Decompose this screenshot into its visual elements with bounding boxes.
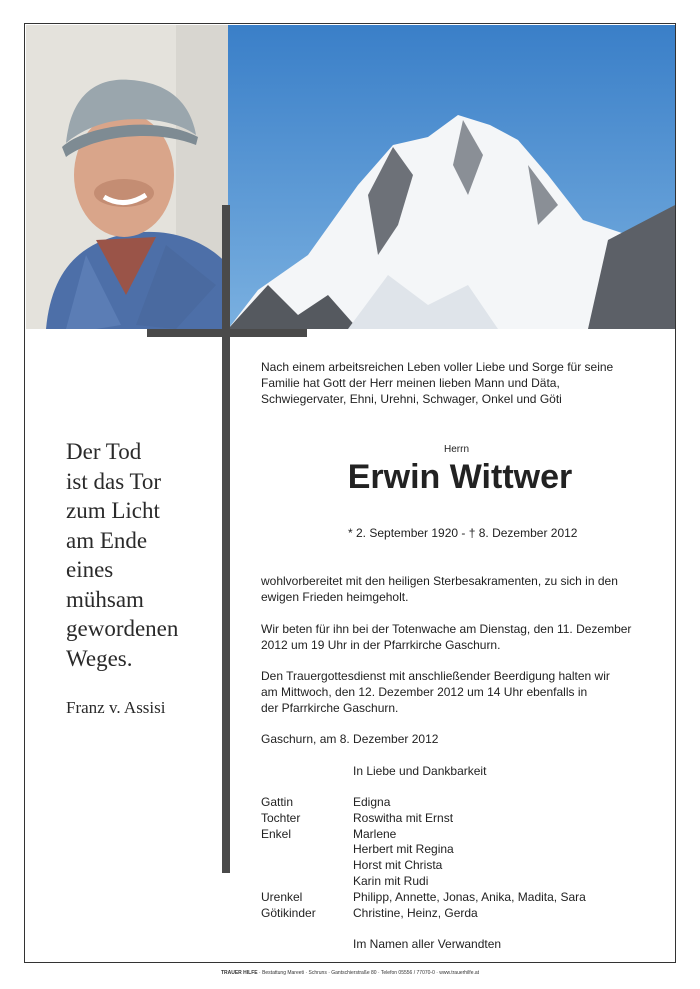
- relative-label: Gattin: [261, 795, 294, 809]
- quote-line: eines: [66, 557, 114, 582]
- relative-row: [261, 874, 586, 890]
- relative-row: [261, 890, 586, 906]
- paragraph-line: der Pfarrkirche Gaschurn.: [261, 701, 399, 715]
- life-dates: * 2. September 1920 - † 8. Dezember 2012: [348, 526, 578, 540]
- relative-names: Marlene: [353, 826, 397, 841]
- quote-line: ist das Tor: [66, 468, 162, 494]
- relative-label: Götikinder: [261, 905, 316, 920]
- relative-names: Christine, Heinz, Gerda: [353, 905, 478, 920]
- relative-names: Horst mit Christa: [353, 858, 443, 873]
- closing-line: Im Namen aller Verwandten: [353, 937, 502, 951]
- relative-label: [261, 858, 353, 874]
- relative-names: Herbert mit Regina: [353, 842, 454, 857]
- paragraph-funeral: [261, 668, 610, 716]
- relative-row: [261, 827, 586, 843]
- place-date: Gaschurn, am 8. Dezember 2012: [261, 732, 439, 746]
- cross-horizontal-bar: [147, 329, 307, 337]
- cross-vertical-bar: [222, 205, 230, 873]
- paragraph-line: 2012 um 19 Uhr in der Pfarrkirche Gaschurn.: [261, 638, 501, 652]
- intro-line: Nach einem arbeitsreichen Leben voller Liebe und Sorge für seine: [261, 360, 614, 374]
- relative-label: Enkel: [261, 826, 292, 841]
- relative-names: Karin mit Rudi: [353, 873, 429, 888]
- paragraph-line: wohlvorbereitet mit den heiligen Sterbesakramenten, zu sich in den: [261, 574, 618, 588]
- footer-text: · Bestattung Mareeti · Schruns · Gantschierstraße 80 · Telefon 05556 / 77070-0 · www.trauerhilfe.at: [259, 970, 480, 976]
- paragraph-line: am Mittwoch, den 12. Dezember 2012 um 14 Uhr ebenfalls in: [261, 685, 588, 699]
- quote-author: Franz v. Assisi: [66, 698, 166, 717]
- paragraph-line: Den Trauergottesdienst mit anschließender Beerdigung halten wir: [261, 669, 610, 683]
- relative-row: [261, 811, 586, 827]
- relative-row: [261, 795, 586, 811]
- mountain-photo: [228, 25, 675, 329]
- quote-line: am Ende: [66, 527, 148, 553]
- quote: [66, 437, 216, 673]
- deceased-name: Erwin Wittwer: [347, 458, 573, 496]
- quote-line: Weges.: [66, 645, 133, 671]
- relative-row: [261, 858, 586, 874]
- paragraph-wake: [261, 621, 631, 653]
- relative-label: Tochter: [261, 810, 301, 825]
- thanks-line: In Liebe und Dankbarkeit: [353, 764, 487, 778]
- footer: [0, 970, 700, 976]
- relative-label: [261, 874, 353, 890]
- quote-line: gewordenen: [66, 616, 179, 641]
- relative-names: Philipp, Annette, Jonas, Anika, Madita, Sara: [353, 889, 586, 904]
- quote-line: zum Licht: [66, 498, 160, 523]
- footer-brand: TRAUER HILFE: [220, 970, 258, 976]
- paragraph-line: Wir beten für ihn bei der Totenwache am Dienstag, den 11. Dezember: [261, 622, 632, 636]
- paragraph-line: ewigen Frieden heimgeholt.: [261, 590, 409, 604]
- relative-label: [261, 842, 353, 858]
- quote-line: Der Tod: [66, 439, 142, 464]
- relative-names: Roswitha mit Ernst: [353, 810, 454, 825]
- relative-names: Edigna: [353, 795, 391, 809]
- intro-text: [261, 359, 613, 407]
- quote-line: mühsam: [66, 586, 144, 612]
- portrait-photo: [26, 25, 228, 329]
- relative-row: [261, 906, 586, 922]
- relative-label: Urenkel: [261, 889, 303, 904]
- paragraph-sacraments: [261, 573, 618, 605]
- intro-line: Familie hat Gott der Herr meinen lieben Mann und Däta,: [261, 376, 560, 390]
- intro-line: Schwiegervater, Ehni, Urehni, Schwager, Onkel und Göti: [261, 392, 562, 406]
- relative-row: [261, 842, 586, 858]
- salutation: Herrn: [444, 444, 470, 455]
- relatives-list: [261, 795, 586, 921]
